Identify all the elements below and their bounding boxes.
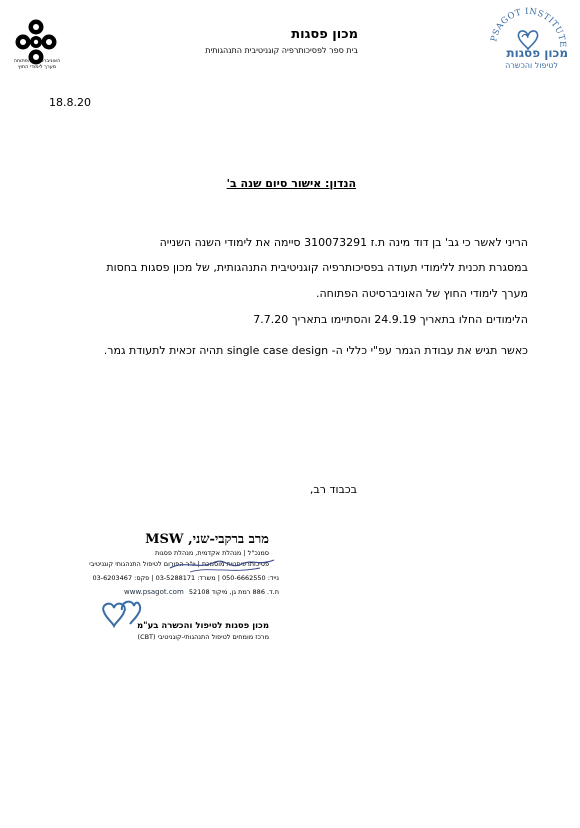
letter-closing: בכבוד רב, — [309, 483, 357, 496]
letter-line: במסגרת תכנית ללימודי תעודה בפסיכותרפיה קוגניטיבית התנהגותית, של מכון פסגות בחסות — [106, 261, 528, 274]
left-logo-caption: האוניברסיטה הפתוחה מערך לימודי החוץ — [13, 58, 61, 70]
letter-line: מערך לימודי החוץ של האוניברסיטה הפתוחה. — [316, 287, 528, 300]
psagot-logo-name: מכון פסגות — [506, 46, 568, 60]
signatory-role: סמנכ"ל | מנהלת אקדמית, מנהלת פסגות — [154, 549, 269, 557]
letter-line: הריני לאשר כי גב' בן דוד מינה ת.ז 310073291 סיימה את לימודי השנה השנייה — [159, 236, 528, 249]
letter-line: כאשר תגיש את עבודת הגמר עפ"י כללי ה- single case design תהיה זכאית לתעודת גמר. — [103, 344, 528, 357]
logo-arc-text: PSAGOT INSTITUTE — [489, 6, 568, 49]
signatory-address: ת.ד. 886 רמת גן, מיקוד 52108 — [188, 588, 279, 596]
signatory-contact: נייד: 050-6662550 | משרד: 03-5288171 | פקס: 03-6203467 — [92, 574, 279, 582]
organization-name: מכון פסגות לטיפול והכשרה בע"מ — [137, 621, 269, 631]
signatory-name: מרב ברקבי-שני, MSW — [145, 532, 269, 547]
institute-subtitle: בית ספר לפסיכותרפיה קוגניטיבית התנהגותית — [205, 46, 358, 55]
organization-tagline: מרכז מומחים לטיפול התנהגותי-קוגניטיבי (CBT) — [137, 633, 269, 641]
psagot-stamp-logo — [96, 596, 142, 630]
svg-text:PSAGOT INSTITUTE — [489, 7, 567, 48]
letter-date: 18.8.20 — [49, 96, 91, 109]
letter-subject: הנדון: אישור סיום שנה ב' — [226, 177, 356, 190]
institute-title: מכון פסגות — [291, 27, 358, 42]
signatory-role-2: פסיכותרפיסטית מוסמכת | יו"ר הפורום לטיפול התנהגותי קוגניטיבי — [89, 560, 269, 568]
letter-line: הלימודים החלו בתאריך 24.9.19 והסתיימו בתאריך 7.7.20 — [253, 313, 528, 326]
website-link[interactable]: www.psagot.com — [124, 588, 184, 596]
psagot-logo-tagline: לטיפול והכשרה — [505, 61, 558, 70]
handwritten-signature — [160, 540, 280, 580]
